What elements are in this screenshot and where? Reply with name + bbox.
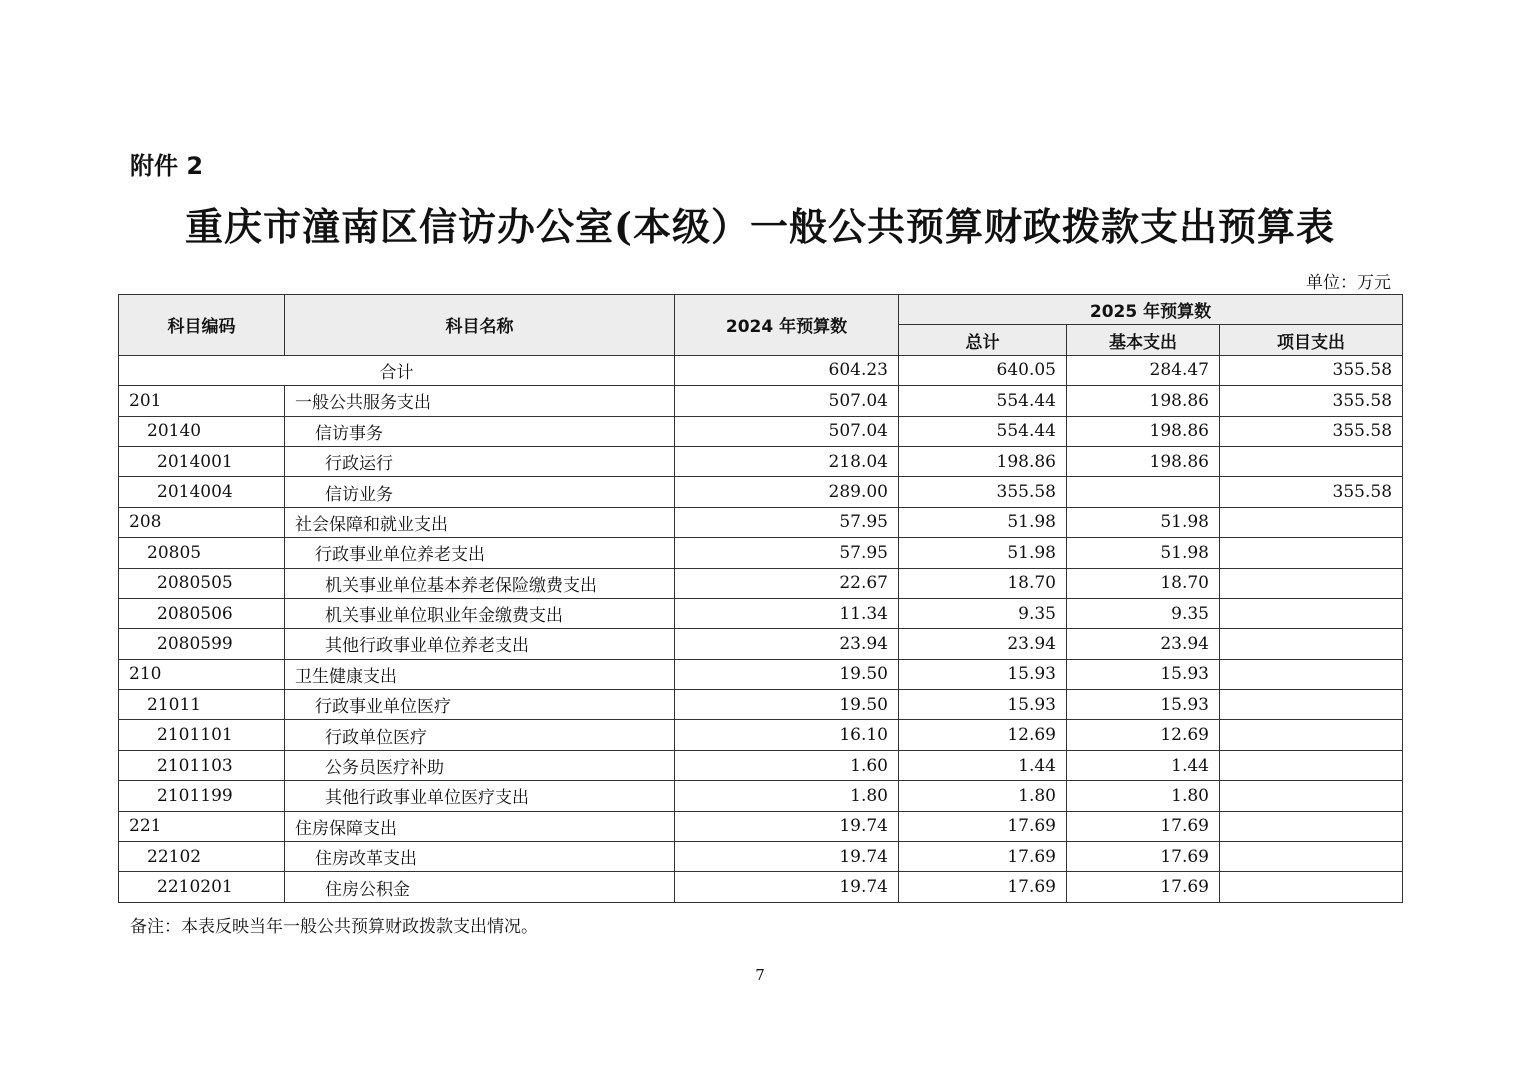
header-code: 科目编码 (119, 295, 285, 356)
total-2024: 604.23 (675, 355, 899, 385)
cell-2024: 19.74 (675, 842, 899, 872)
cell-name: 行政单位医疗 (285, 720, 675, 750)
cell-project (1220, 750, 1403, 780)
cell-basic: 23.94 (1067, 629, 1220, 659)
cell-basic: 17.69 (1067, 842, 1220, 872)
cell-project (1220, 598, 1403, 628)
cell-basic: 15.93 (1067, 659, 1220, 689)
cell-2024: 16.10 (675, 720, 899, 750)
cell-basic: 9.35 (1067, 598, 1220, 628)
cell-code: 22102 (119, 842, 285, 872)
cell-project (1220, 842, 1403, 872)
table-row (119, 811, 1403, 841)
table-row (119, 690, 1403, 720)
budget-table (118, 294, 1403, 903)
table-row (119, 872, 1403, 902)
cell-name: 住房改革支出 (285, 842, 675, 872)
table-row (119, 477, 1403, 507)
cell-project: 355.58 (1220, 477, 1403, 507)
cell-total: 1.44 (899, 750, 1067, 780)
cell-2024: 19.50 (675, 690, 899, 720)
cell-code: 20140 (119, 416, 285, 446)
cell-code: 2210201 (119, 872, 285, 902)
cell-name: 信访事务 (285, 416, 675, 446)
table-row (119, 659, 1403, 689)
cell-basic: 1.44 (1067, 750, 1220, 780)
table-row (119, 598, 1403, 628)
cell-code: 2080599 (119, 629, 285, 659)
cell-total: 17.69 (899, 872, 1067, 902)
cell-code: 2080506 (119, 598, 285, 628)
cell-2024: 57.95 (675, 538, 899, 568)
cell-code: 210 (119, 659, 285, 689)
cell-basic: 17.69 (1067, 872, 1220, 902)
cell-name: 其他行政事业单位医疗支出 (285, 781, 675, 811)
table-row (119, 386, 1403, 416)
cell-2024: 22.67 (675, 568, 899, 598)
attachment-label: 附件 2 (130, 152, 204, 180)
cell-2024: 11.34 (675, 598, 899, 628)
header-row (119, 295, 1403, 325)
total-project: 355.58 (1220, 355, 1403, 385)
cell-project (1220, 781, 1403, 811)
cell-basic: 15.93 (1067, 690, 1220, 720)
total-basic: 284.47 (1067, 355, 1220, 385)
cell-code: 2014001 (119, 446, 285, 476)
cell-project (1220, 720, 1403, 750)
cell-code: 208 (119, 507, 285, 537)
header-basic: 基本支出 (1067, 325, 1220, 355)
header-total: 总计 (899, 325, 1067, 355)
table-row (119, 781, 1403, 811)
cell-project (1220, 507, 1403, 537)
cell-basic: 198.86 (1067, 386, 1220, 416)
cell-total: 18.70 (899, 568, 1067, 598)
cell-2024: 19.74 (675, 811, 899, 841)
total-label: 合计 (119, 355, 675, 385)
cell-total: 1.80 (899, 781, 1067, 811)
cell-total: 17.69 (899, 811, 1067, 841)
table-row (119, 446, 1403, 476)
cell-code: 201 (119, 386, 285, 416)
unit-label: 单位：万元 (1306, 273, 1391, 293)
table-row (119, 720, 1403, 750)
cell-code: 21011 (119, 690, 285, 720)
cell-2024: 1.60 (675, 750, 899, 780)
cell-project (1220, 690, 1403, 720)
cell-2024: 507.04 (675, 386, 899, 416)
cell-2024: 1.80 (675, 781, 899, 811)
total-total: 640.05 (899, 355, 1067, 385)
cell-2024: 19.74 (675, 872, 899, 902)
table-row (119, 538, 1403, 568)
header-2025: 2025 年预算数 (899, 295, 1403, 325)
cell-total: 355.58 (899, 477, 1067, 507)
cell-name: 住房保障支出 (285, 811, 675, 841)
cell-basic: 198.86 (1067, 416, 1220, 446)
cell-total: 9.35 (899, 598, 1067, 628)
cell-basic: 1.80 (1067, 781, 1220, 811)
cell-basic: 18.70 (1067, 568, 1220, 598)
cell-2024: 57.95 (675, 507, 899, 537)
cell-basic (1067, 477, 1220, 507)
header-2024: 2024 年预算数 (675, 295, 899, 356)
cell-basic: 198.86 (1067, 446, 1220, 476)
cell-name: 公务员医疗补助 (285, 750, 675, 780)
cell-total: 15.93 (899, 659, 1067, 689)
table-row (119, 629, 1403, 659)
cell-project: 355.58 (1220, 416, 1403, 446)
page-title: 重庆市潼南区信访办公室(本级）一般公共预算财政拨款支出预算表 (185, 204, 1335, 249)
cell-project (1220, 872, 1403, 902)
cell-name: 住房公积金 (285, 872, 675, 902)
cell-code: 2014004 (119, 477, 285, 507)
cell-name: 信访业务 (285, 477, 675, 507)
cell-name: 行政事业单位医疗 (285, 690, 675, 720)
table-row (119, 842, 1403, 872)
cell-name: 行政运行 (285, 446, 675, 476)
cell-project: 355.58 (1220, 386, 1403, 416)
cell-project (1220, 811, 1403, 841)
cell-total: 198.86 (899, 446, 1067, 476)
cell-total: 17.69 (899, 842, 1067, 872)
cell-total: 554.44 (899, 386, 1067, 416)
cell-total: 51.98 (899, 538, 1067, 568)
cell-code: 221 (119, 811, 285, 841)
cell-name: 机关事业单位职业年金缴费支出 (285, 598, 675, 628)
cell-project (1220, 629, 1403, 659)
cell-code: 20805 (119, 538, 285, 568)
cell-name: 社会保障和就业支出 (285, 507, 675, 537)
cell-total: 554.44 (899, 416, 1067, 446)
cell-code: 2101101 (119, 720, 285, 750)
cell-code: 2101103 (119, 750, 285, 780)
table-row (119, 416, 1403, 446)
cell-code: 2101199 (119, 781, 285, 811)
header-name: 科目名称 (285, 295, 675, 356)
cell-basic: 51.98 (1067, 538, 1220, 568)
page-number: 7 (755, 966, 765, 984)
cell-total: 15.93 (899, 690, 1067, 720)
cell-code: 2080505 (119, 568, 285, 598)
cell-project (1220, 538, 1403, 568)
cell-2024: 218.04 (675, 446, 899, 476)
header-project: 项目支出 (1220, 325, 1403, 355)
cell-name: 一般公共服务支出 (285, 386, 675, 416)
cell-name: 卫生健康支出 (285, 659, 675, 689)
table-row (119, 507, 1403, 537)
cell-2024: 19.50 (675, 659, 899, 689)
cell-name: 其他行政事业单位养老支出 (285, 629, 675, 659)
total-row (119, 355, 1403, 385)
cell-name: 行政事业单位养老支出 (285, 538, 675, 568)
cell-project (1220, 659, 1403, 689)
cell-project (1220, 446, 1403, 476)
cell-2024: 23.94 (675, 629, 899, 659)
cell-2024: 289.00 (675, 477, 899, 507)
cell-name: 机关事业单位基本养老保险缴费支出 (285, 568, 675, 598)
table-note: 备注：本表反映当年一般公共预算财政拨款支出情况。 (130, 917, 538, 937)
cell-2024: 507.04 (675, 416, 899, 446)
cell-basic: 51.98 (1067, 507, 1220, 537)
cell-total: 23.94 (899, 629, 1067, 659)
table-row (119, 750, 1403, 780)
cell-basic: 17.69 (1067, 811, 1220, 841)
cell-total: 51.98 (899, 507, 1067, 537)
cell-basic: 12.69 (1067, 720, 1220, 750)
cell-total: 12.69 (899, 720, 1067, 750)
cell-project (1220, 568, 1403, 598)
table-row (119, 568, 1403, 598)
